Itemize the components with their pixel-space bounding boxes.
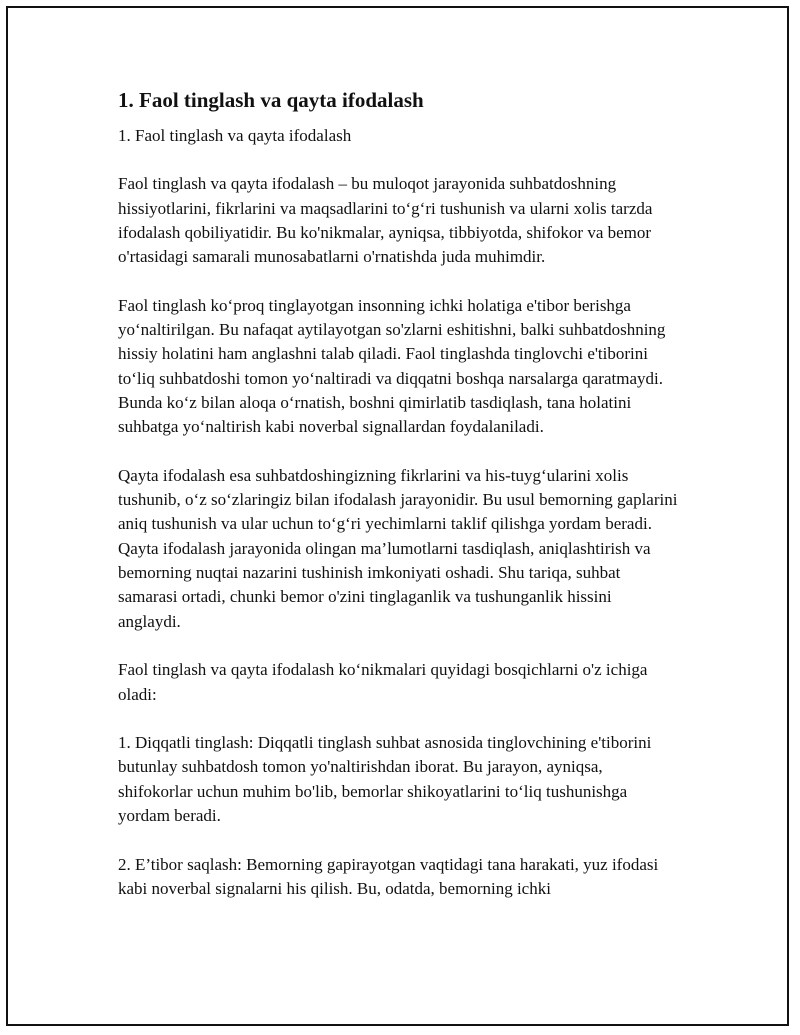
paragraph: Qayta ifodalash esa suhbatdoshingizning fikrlarini va his-tuyg‘ularini xolis tushunib, o‘z so‘zlaringiz bilan ifodalash jarayonidir. Bu usul bemorning gaplarini aniq tushunish va ular uchun to‘g‘ri yechimlarni taklif qilishga yordam beradi. Qayta ifodalash jarayonida olingan ma’lumotlarni tasdiqlash, aniqlashtirish va bemorning nuqtai nazarini tushinish imkoniyati oshadi. Shu tariqa, suhbat samarasi ortadi, chunki bemor o'zini tinglaganlik va tushunganlik hissini anglaydi. bbox=[118, 465, 678, 631]
section-subheading: 1. Faol tinglash va qayta ifodalash bbox=[118, 126, 352, 145]
paragraph: Faol tinglash va qayta ifodalash – bu muloqot jarayonida suhbatdoshning hissiyotlarini, fikrlarini va maqsadlarini to‘g‘ri tushunish va ularni xolis tarzda ifodalash qobiliyatidir. Bu ko'nikmalar, ayniqsa, tibbiyotda, shifokor va bemor o'rtasidagi samarali munosabatlarni o'rnatishda juda muhimdir. bbox=[118, 174, 653, 267]
paragraph: 2. E’tibor saqlash: Bemorning gapirayotgan vaqtidagi tana harakati, yuz ifodasi kabi noverbal signalarni his qilish. Bu, odatda, bemorning ichki bbox=[118, 854, 659, 898]
paragraph: Faol tinglash va qayta ifodalash ko‘nikmalari quyidagi bosqichlarni o'z ichiga oladi: bbox=[118, 660, 648, 704]
document-page bbox=[6, 6, 789, 1026]
paragraph: 1. Diqqatli tinglash: Diqqatli tinglash suhbat asnosida tinglovchining e'tiborini butunlay suhbatdosh tomon yo'naltirishdan iborat. Bu jarayon, ayniqsa, shifokorlar uchun muhim bo'lib, bemorlar shikoyatlarini to‘liq tushunishga yordam beradi. bbox=[118, 733, 652, 826]
document-content bbox=[118, 86, 678, 926]
paragraph: Faol tinglash ko‘proq tinglayotgan insonning ichki holatiga e'tibor berishga yo‘naltirilgan. Bu nafaqat aytilayotgan so'zlarni eshitishni, balki suhbatdoshning hissiy holatini ham anglashni talab qiladi. Faol tinglashda tinglovchi e'tiborini to‘liq suhbatdoshi tomon yo‘naltiradi va diqqatni boshqa narsalarga qaratmaydi. Bunda ko‘z bilan aloqa o‘rnatish, boshni qimirlatib tasdiqlash, tana holatini suhbatga yo‘naltirish kabi noverbal signallardan foydalaniladi. bbox=[118, 295, 666, 437]
section-heading: 1. Faol tinglash va qayta ifodalash bbox=[118, 88, 424, 112]
